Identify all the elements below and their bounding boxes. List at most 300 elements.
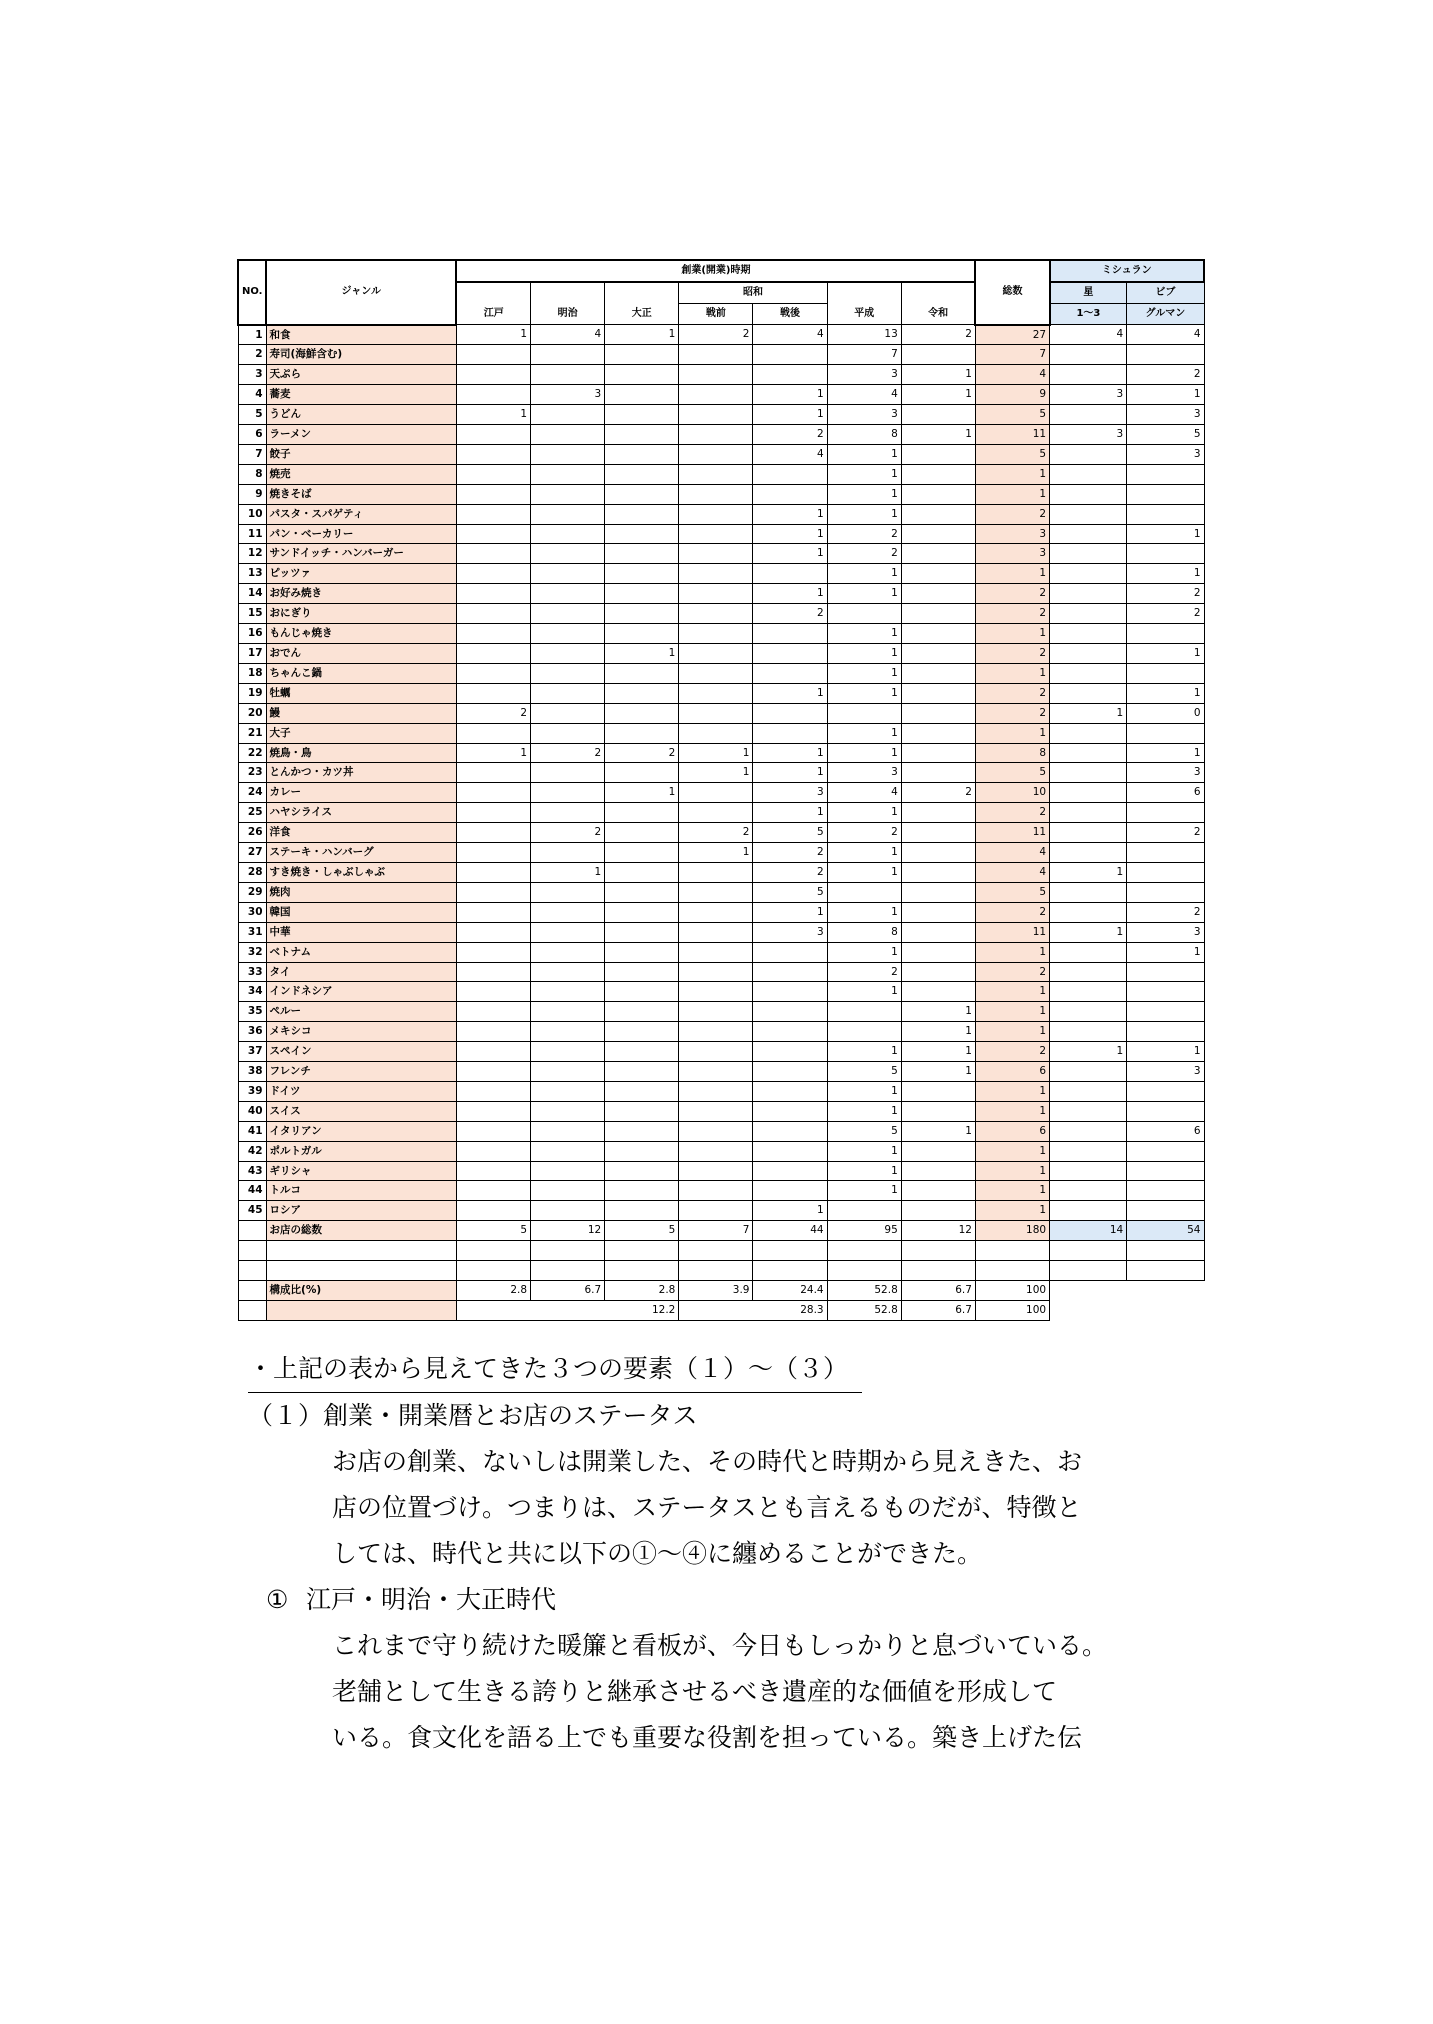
total-period-count: 95 [827,1221,901,1241]
table-row [238,683,1204,703]
row-period-count: 4 [753,444,827,464]
row-period-count [753,1062,827,1082]
row-bib-gourmand [1127,882,1204,902]
row-bib-gourmand: 3 [1127,1062,1204,1082]
row-period-count: 1 [827,504,901,524]
row-genre: スイス [266,1101,456,1121]
row-period-count [531,345,605,365]
row-period-count [679,803,753,823]
table-row [238,663,1204,683]
row-bib-gourmand [1127,982,1204,1002]
row-period-count: 2 [679,823,753,843]
row-genre: トルコ [266,1181,456,1201]
row-michelin-star [1050,1022,1127,1042]
row-michelin-star: 1 [1050,862,1127,882]
row-michelin-star [1050,743,1127,763]
table-row [238,425,1204,445]
row-period-count [605,803,679,823]
row-period-count: 1 [753,743,827,763]
row-period-count [901,624,975,644]
row-bib-gourmand [1127,1161,1204,1181]
row-period-count: 1 [827,803,901,823]
row-period-count [456,1181,530,1201]
row-period-count [531,544,605,564]
row-period-count [679,1062,753,1082]
row-period-count [901,1141,975,1161]
section-heading: ・上記の表から見えてきた３つの要素（１）～（３） [248,1346,862,1393]
spacer-cell [238,1261,266,1281]
table-row [238,385,1204,405]
row-period-count [531,703,605,723]
row-period-count [531,1081,605,1101]
row-michelin-star [1050,1161,1127,1181]
table-row [238,1022,1204,1042]
row-michelin-star [1050,604,1127,624]
row-period-count: 13 [827,325,901,345]
row-period-count: 2 [753,604,827,624]
row-period-count [901,743,975,763]
row-period-count [605,425,679,445]
row-period-count [901,663,975,683]
row-period-count [827,604,901,624]
row-michelin-star [1050,1201,1127,1221]
row-bib-gourmand: 3 [1127,405,1204,425]
total-row-no [238,1221,266,1241]
row-period-count: 1 [753,544,827,564]
row-period-count [901,942,975,962]
row-genre: ポルトガル [266,1141,456,1161]
row-period-count [605,584,679,604]
table-row [238,544,1204,564]
total-period-count: 12 [901,1221,975,1241]
row-period-count [679,1161,753,1181]
row-period-count [605,385,679,405]
table-row [238,1062,1204,1082]
row-number: 44 [238,1181,266,1201]
row-bib-gourmand [1127,544,1204,564]
row-genre: ペルー [266,1002,456,1022]
row-number: 24 [238,783,266,803]
row-period-count [753,723,827,743]
row-period-count: 1 [753,1201,827,1221]
ratio-showa: 28.3 [679,1300,827,1320]
row-period-count [901,1161,975,1181]
row-period-count [531,942,605,962]
total-star: 14 [1050,1221,1127,1241]
row-period-count [901,962,975,982]
row-period-count [679,723,753,743]
row-period-count: 4 [827,783,901,803]
row-number: 13 [238,564,266,584]
row-genre: とんかつ・カツ丼 [266,763,456,783]
row-period-count [605,902,679,922]
item1-mark: ① [266,1585,289,1614]
row-genre: 和食 [266,325,456,345]
row-period-count [679,385,753,405]
row-period-count [679,1181,753,1201]
row-period-count [901,862,975,882]
row-bib-gourmand [1127,504,1204,524]
row-bib-gourmand: 2 [1127,584,1204,604]
row-michelin-star [1050,544,1127,564]
row-period-count [901,504,975,524]
row-period-count [679,902,753,922]
row-michelin-star [1050,564,1127,584]
row-period-count: 2 [827,544,901,564]
row-bib-gourmand: 3 [1127,763,1204,783]
row-period-count [901,703,975,723]
row-period-count: 7 [827,345,901,365]
spacer-cell [266,1241,456,1261]
row-period-count [605,862,679,882]
row-bib-gourmand [1127,1141,1204,1161]
table-row [238,922,1204,942]
row-genre: 焼売 [266,464,456,484]
row-period-count: 1 [827,644,901,664]
row-period-count [456,1042,530,1062]
row-period-count [753,1002,827,1022]
total-period-count: 7 [679,1221,753,1241]
row-period-count [531,1201,605,1221]
row-genre: 牡蠣 [266,683,456,703]
header-period-prewar: 戦前 [679,304,753,325]
row-period-count: 1 [605,325,679,345]
spacer-cell [679,1241,753,1261]
row-bib-gourmand: 6 [1127,783,1204,803]
row-total: 1 [975,464,1049,484]
row-genre: ちゃんこ鍋 [266,663,456,683]
row-period-count [679,1201,753,1221]
row-number: 34 [238,982,266,1002]
row-period-count [605,604,679,624]
row-period-count: 2 [605,743,679,763]
row-period-count: 1 [827,1161,901,1181]
row-period-count [753,663,827,683]
row-total: 11 [975,922,1049,942]
row-number: 1 [238,325,266,345]
row-genre: ロシア [266,1201,456,1221]
row-total: 10 [975,783,1049,803]
row-total: 2 [975,683,1049,703]
header-showa: 昭和 [679,282,827,304]
spacer-cell [531,1261,605,1281]
row-bib-gourmand [1127,843,1204,863]
row-total: 1 [975,1002,1049,1022]
total-all: 180 [975,1221,1049,1241]
row-period-count: 1 [753,385,827,405]
item1-title: 江戸・明治・大正時代 [306,1585,557,1614]
row-total: 5 [975,882,1049,902]
row-genre: 天ぷら [266,365,456,385]
row-bib-gourmand: 1 [1127,1042,1204,1062]
row-period-count [679,1121,753,1141]
row-period-count: 2 [679,325,753,345]
row-period-count: 8 [827,425,901,445]
row-period-count [901,723,975,743]
row-number: 26 [238,823,266,843]
spacer-cell [975,1261,1049,1281]
row-period-count [456,683,530,703]
row-period-count [753,1141,827,1161]
header-period-group: 創業(開業)時期 [456,260,975,282]
row-bib-gourmand [1127,1201,1204,1221]
row-period-count [456,444,530,464]
row-period-count [679,683,753,703]
row-michelin-star [1050,644,1127,664]
row-michelin-star [1050,962,1127,982]
spacer-cell [456,1241,530,1261]
row-period-count [456,365,530,385]
subsection-1-title: （１）創業・開業暦とお店のステータス [248,1401,698,1430]
table-row [238,444,1204,464]
row-period-count [531,1042,605,1062]
row-period-count [753,703,827,723]
row-period-count [605,365,679,385]
row-period-count [531,1121,605,1141]
row-period-count [456,663,530,683]
row-michelin-star [1050,524,1127,544]
row-number: 22 [238,743,266,763]
table-row [238,962,1204,982]
row-period-count: 5 [753,823,827,843]
row-period-count [456,902,530,922]
row-number: 9 [238,484,266,504]
row-bib-gourmand: 1 [1127,683,1204,703]
row-bib-gourmand: 0 [1127,703,1204,723]
row-period-count: 1 [753,405,827,425]
row-period-count [827,1002,901,1022]
row-number: 39 [238,1081,266,1101]
row-genre: スペイン [266,1042,456,1062]
row-total: 1 [975,484,1049,504]
row-genre: もんじゃ焼き [266,624,456,644]
row-period-count [531,1062,605,1082]
row-period-count [753,1042,827,1062]
row-number: 8 [238,464,266,484]
row-bib-gourmand [1127,962,1204,982]
row-period-count [753,484,827,504]
row-period-count [531,644,605,664]
row-period-count [531,405,605,425]
row-period-count [679,564,753,584]
para1-line-2: 店の位置づけ。つまりは、ステータスとも言えるものだが、特徴と [332,1493,1082,1522]
row-michelin-star [1050,663,1127,683]
row-period-count [456,644,530,664]
genre-period-table [237,259,1205,1321]
spacer-cell [1050,1241,1127,1261]
spacer-cell [1127,1261,1204,1281]
row-bib-gourmand: 2 [1127,604,1204,624]
row-bib-gourmand [1127,663,1204,683]
row-michelin-star [1050,405,1127,425]
row-michelin-star [1050,624,1127,644]
row-number: 25 [238,803,266,823]
row-period-count [901,803,975,823]
row-genre: ハヤシライス [266,803,456,823]
row-period-count [531,723,605,743]
row-period-count [605,1101,679,1121]
row-period-count: 2 [753,843,827,863]
row-period-count [605,843,679,863]
row-period-count: 2 [827,524,901,544]
row-period-count [456,484,530,504]
row-period-count [901,1081,975,1101]
row-period-count [456,624,530,644]
row-period-count [456,1161,530,1181]
para2-line-3: いる。食文化を語る上でも重要な役割を担っている。築き上げた伝 [332,1723,1083,1752]
row-number: 19 [238,683,266,703]
row-michelin-star [1050,1081,1127,1101]
table-row [238,1042,1204,1062]
table-row [238,624,1204,644]
row-total: 4 [975,862,1049,882]
row-total: 6 [975,1121,1049,1141]
row-total: 5 [975,763,1049,783]
row-michelin-star [1050,1002,1127,1022]
spacer-cell [753,1261,827,1281]
row-genre: タイ [266,962,456,982]
row-period-count: 2 [827,823,901,843]
table-row [238,1081,1204,1101]
row-genre: おでん [266,644,456,664]
header-star: 星 [1050,282,1127,304]
row-period-count: 5 [753,882,827,902]
row-period-count [531,624,605,644]
row-period-count [531,1161,605,1181]
row-number: 30 [238,902,266,922]
row-period-count [679,982,753,1002]
row-period-count [901,1101,975,1121]
row-period-count [605,982,679,1002]
row-period-count [456,982,530,1002]
row-period-count: 1 [827,982,901,1002]
row-period-count [531,763,605,783]
row-total: 2 [975,803,1049,823]
row-genre: ラーメン [266,425,456,445]
row-period-count: 1 [827,683,901,703]
header-period-taisho: 大正 [605,282,679,325]
ratio-period-value: 2.8 [456,1280,530,1300]
row-genre: お好み焼き [266,584,456,604]
row-period-count: 1 [901,365,975,385]
row-bib-gourmand: 1 [1127,644,1204,664]
row-period-count [901,1181,975,1201]
row-total: 7 [975,345,1049,365]
ratio-empty [1050,1280,1127,1300]
row-period-count [753,564,827,584]
total-bib: 54 [1127,1221,1204,1241]
spacer-cell [679,1261,753,1281]
row-period-count [531,783,605,803]
table-row [238,584,1204,604]
para1-line-3: しては、時代と共に以下の①～④に纏めることができた。 [332,1539,983,1568]
row-number: 35 [238,1002,266,1022]
spacer-cell [266,1261,456,1281]
row-period-count [605,1181,679,1201]
table-row [238,504,1204,524]
spacer-cell [238,1241,266,1261]
table-row [238,862,1204,882]
ratio2-no [238,1300,266,1320]
row-period-count [456,783,530,803]
row-genre: パスタ・スパゲティ [266,504,456,524]
table-row [238,723,1204,743]
row-period-count [753,1181,827,1201]
row-period-count [531,564,605,584]
row-genre: おにぎり [266,604,456,624]
ratio2-label [266,1300,456,1320]
row-period-count [679,783,753,803]
row-period-count [679,1081,753,1101]
row-michelin-star [1050,365,1127,385]
row-genre: インドネシア [266,982,456,1002]
row-number: 20 [238,703,266,723]
row-period-count [531,524,605,544]
row-number: 21 [238,723,266,743]
row-bib-gourmand: 1 [1127,743,1204,763]
ratio-empty [1050,1300,1127,1320]
row-number: 14 [238,584,266,604]
row-period-count [456,385,530,405]
row-total: 1 [975,723,1049,743]
row-period-count [901,345,975,365]
row-period-count [605,1042,679,1062]
row-period-count [679,365,753,385]
row-period-count [679,544,753,564]
row-number: 45 [238,1201,266,1221]
row-period-count: 1 [679,763,753,783]
row-total: 11 [975,425,1049,445]
row-number: 32 [238,942,266,962]
row-number: 31 [238,922,266,942]
row-michelin-star [1050,1181,1127,1201]
header-michelin: ミシュラン [1050,260,1204,282]
row-genre: 寿司(海鮮含む) [266,345,456,365]
table-row [238,405,1204,425]
table-row [238,823,1204,843]
row-period-count [605,444,679,464]
row-period-count: 5 [827,1062,901,1082]
row-period-count [456,504,530,524]
row-period-count [456,942,530,962]
row-period-count [531,663,605,683]
ratio-row-merged [238,1300,1204,1320]
row-period-count [531,1002,605,1022]
table-row [238,604,1204,624]
total-row [238,1221,1204,1241]
row-period-count: 3 [827,405,901,425]
row-genre: ベトナム [266,942,456,962]
row-number: 37 [238,1042,266,1062]
header-bib-sub: グルマン [1127,304,1204,325]
row-period-count [901,763,975,783]
row-number: 12 [238,544,266,564]
row-period-count [531,1181,605,1201]
row-period-count [456,882,530,902]
row-period-count: 2 [531,743,605,763]
ratio-empty [1127,1300,1204,1320]
table-row [238,942,1204,962]
row-period-count [901,464,975,484]
row-genre: 大子 [266,723,456,743]
row-genre: ピッツァ [266,564,456,584]
ratio-row-label: 構成比(%) [266,1280,456,1300]
row-number: 3 [238,365,266,385]
row-michelin-star [1050,843,1127,863]
row-michelin-star [1050,942,1127,962]
row-total: 1 [975,1201,1049,1221]
row-total: 1 [975,624,1049,644]
